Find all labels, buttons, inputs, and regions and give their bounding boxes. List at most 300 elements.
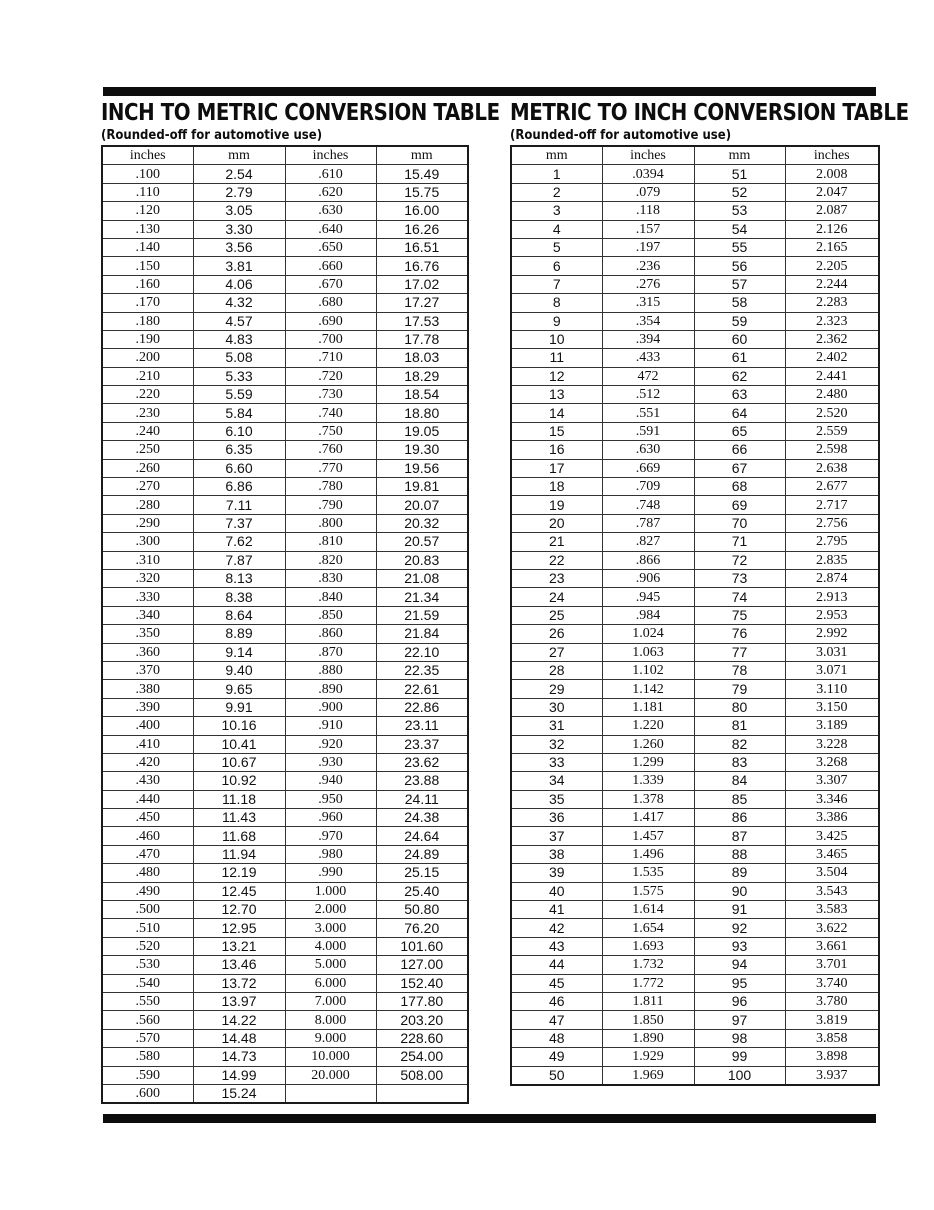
inches-cell: 6.000 xyxy=(285,974,376,992)
mm-cell: 28 xyxy=(511,661,602,679)
inches-cell: 8.000 xyxy=(285,1011,376,1029)
inch-to-metric-title: INCH TO METRIC CONVERSION TABLE xyxy=(101,100,500,126)
inches-cell: .709 xyxy=(602,478,694,496)
table-row xyxy=(511,202,879,220)
table-row xyxy=(102,882,468,900)
column-header: inches xyxy=(102,146,193,165)
inches-cell: .118 xyxy=(602,202,694,220)
table-row xyxy=(511,441,879,459)
inches-cell: 5.000 xyxy=(285,956,376,974)
table-row xyxy=(102,441,468,459)
mm-cell: 254.00 xyxy=(376,1048,468,1066)
inches-cell: 3.543 xyxy=(785,882,879,900)
inches-cell: .800 xyxy=(285,514,376,532)
table-header-row xyxy=(511,146,879,165)
mm-cell: 5.59 xyxy=(193,386,285,404)
inches-cell: .890 xyxy=(285,680,376,698)
inches-cell: 2.874 xyxy=(785,569,879,587)
mm-cell: 15 xyxy=(511,422,602,440)
inches-cell: 1.220 xyxy=(602,717,694,735)
table-row xyxy=(102,551,468,569)
inches-cell: 3.819 xyxy=(785,1011,879,1029)
mm-cell: 76.20 xyxy=(376,919,468,937)
mm-cell: 19.56 xyxy=(376,459,468,477)
mm-cell: 92 xyxy=(694,919,785,937)
mm-cell: 19 xyxy=(511,496,602,514)
table-row xyxy=(511,606,879,624)
inches-cell: .315 xyxy=(602,294,694,312)
inches-cell: 3.150 xyxy=(785,698,879,716)
inches-cell: 2.559 xyxy=(785,422,879,440)
mm-cell: 17.27 xyxy=(376,294,468,312)
table-row xyxy=(511,772,879,790)
mm-cell: 18.03 xyxy=(376,349,468,367)
inches-cell: .240 xyxy=(102,422,193,440)
inches-cell: .230 xyxy=(102,404,193,422)
mm-cell: 15.49 xyxy=(376,165,468,183)
mm-cell: 5.33 xyxy=(193,367,285,385)
inches-cell: 3.189 xyxy=(785,717,879,735)
mm-cell: 82 xyxy=(694,735,785,753)
inches-cell: .730 xyxy=(285,386,376,404)
inches-cell: .860 xyxy=(285,625,376,643)
mm-cell: 32 xyxy=(511,735,602,753)
table-header-row xyxy=(102,146,468,165)
mm-cell: 19.30 xyxy=(376,441,468,459)
mm-cell: 18 xyxy=(511,478,602,496)
table-row xyxy=(511,625,879,643)
table-row xyxy=(102,422,468,440)
table-row xyxy=(511,864,879,882)
inches-cell: .820 xyxy=(285,551,376,569)
inches-cell: .750 xyxy=(285,422,376,440)
inches-cell: 3.504 xyxy=(785,864,879,882)
mm-cell: 14 xyxy=(511,404,602,422)
mm-cell: 70 xyxy=(694,514,785,532)
column-header: inches xyxy=(602,146,694,165)
mm-cell: 15.75 xyxy=(376,183,468,201)
table-row xyxy=(511,312,879,330)
inches-cell: .197 xyxy=(602,238,694,256)
mm-cell: 13.97 xyxy=(193,992,285,1010)
table-row xyxy=(102,478,468,496)
mm-cell: 16.26 xyxy=(376,220,468,238)
mm-cell: 65 xyxy=(694,422,785,440)
table-row xyxy=(511,845,879,863)
inches-cell: .740 xyxy=(285,404,376,422)
column-header: mm xyxy=(694,146,785,165)
table-row xyxy=(511,1011,879,1029)
table-row xyxy=(511,514,879,532)
inches-cell: .276 xyxy=(602,275,694,293)
inches-cell: .650 xyxy=(285,238,376,256)
inches-cell: .960 xyxy=(285,809,376,827)
table-row xyxy=(511,257,879,275)
mm-cell: 7.37 xyxy=(193,514,285,532)
mm-cell: 21.34 xyxy=(376,588,468,606)
table-row xyxy=(102,514,468,532)
top-rule xyxy=(103,87,876,96)
table-row xyxy=(511,386,879,404)
mm-cell: 21.59 xyxy=(376,606,468,624)
inches-cell: 3.465 xyxy=(785,845,879,863)
mm-cell: 38 xyxy=(511,845,602,863)
inches-cell: .580 xyxy=(102,1048,193,1066)
table-row xyxy=(511,882,879,900)
inches-cell: 3.740 xyxy=(785,974,879,992)
mm-cell: 25 xyxy=(511,606,602,624)
inches-cell: .180 xyxy=(102,312,193,330)
mm-cell: 99 xyxy=(694,1048,785,1066)
mm-cell: 11.94 xyxy=(193,845,285,863)
inches-cell: 20.000 xyxy=(285,1066,376,1084)
mm-cell: 36 xyxy=(511,809,602,827)
mm-cell: 52 xyxy=(694,183,785,201)
inches-cell: 2.000 xyxy=(285,901,376,919)
mm-cell: 42 xyxy=(511,919,602,937)
inches-cell: 7.000 xyxy=(285,992,376,1010)
mm-cell: 76 xyxy=(694,625,785,643)
table-row xyxy=(511,238,879,256)
inches-cell: 3.425 xyxy=(785,827,879,845)
table-row xyxy=(102,753,468,771)
inches-cell: .748 xyxy=(602,496,694,514)
mm-cell: 39 xyxy=(511,864,602,882)
table-row xyxy=(102,717,468,735)
table-row xyxy=(511,183,879,201)
table-row xyxy=(511,643,879,661)
mm-cell: 25.15 xyxy=(376,864,468,882)
table-row xyxy=(511,1048,879,1066)
table-row xyxy=(511,753,879,771)
inches-cell: .870 xyxy=(285,643,376,661)
inches-cell: 1.378 xyxy=(602,790,694,808)
inches-cell: 1.693 xyxy=(602,937,694,955)
mm-cell: 87 xyxy=(694,827,785,845)
mm-cell: 10 xyxy=(511,330,602,348)
mm-cell: 67 xyxy=(694,459,785,477)
mm-cell: 6.10 xyxy=(193,422,285,440)
inches-cell: .160 xyxy=(102,275,193,293)
mm-cell: 24 xyxy=(511,588,602,606)
inches-cell: 1.063 xyxy=(602,643,694,661)
table-row xyxy=(102,864,468,882)
mm-cell: 80 xyxy=(694,698,785,716)
table-row xyxy=(102,257,468,275)
inch-to-metric-subtitle: (Rounded-off for automotive use) xyxy=(101,128,323,143)
mm-cell: 3.30 xyxy=(193,220,285,238)
inches-cell: .520 xyxy=(102,937,193,955)
inches-cell: .500 xyxy=(102,901,193,919)
column-header: mm xyxy=(193,146,285,165)
table-row xyxy=(102,992,468,1010)
inches-cell: 2.323 xyxy=(785,312,879,330)
table-row xyxy=(102,1084,468,1103)
table-row xyxy=(102,827,468,845)
table-row xyxy=(102,569,468,587)
inches-cell: .530 xyxy=(102,956,193,974)
inches-cell: .290 xyxy=(102,514,193,532)
mm-cell: 22.35 xyxy=(376,661,468,679)
mm-cell: 60 xyxy=(694,330,785,348)
inches-cell: 3.780 xyxy=(785,992,879,1010)
inch-to-metric-table xyxy=(101,145,469,1104)
table-row xyxy=(511,919,879,937)
mm-cell: 71 xyxy=(694,533,785,551)
inches-cell: 3.622 xyxy=(785,919,879,937)
inches-cell: .394 xyxy=(602,330,694,348)
mm-cell: 61 xyxy=(694,349,785,367)
inches-cell: .150 xyxy=(102,257,193,275)
inches-cell: 2.756 xyxy=(785,514,879,532)
inches-cell: .380 xyxy=(102,680,193,698)
mm-cell: 15.24 xyxy=(193,1084,285,1103)
mm-cell: 77 xyxy=(694,643,785,661)
mm-cell: 22.10 xyxy=(376,643,468,661)
inches-cell: 2.402 xyxy=(785,349,879,367)
mm-cell: 17.53 xyxy=(376,312,468,330)
inches-cell: 3.701 xyxy=(785,956,879,974)
inches-cell: .827 xyxy=(602,533,694,551)
mm-cell: 57 xyxy=(694,275,785,293)
mm-cell: 13.46 xyxy=(193,956,285,974)
column-header: inches xyxy=(785,146,879,165)
mm-cell: 86 xyxy=(694,809,785,827)
mm-cell: 7.62 xyxy=(193,533,285,551)
inches-cell: .620 xyxy=(285,183,376,201)
inches-cell: 1.000 xyxy=(285,882,376,900)
inches-cell: .900 xyxy=(285,698,376,716)
inches-cell: 3.110 xyxy=(785,680,879,698)
inches-cell: 1.024 xyxy=(602,625,694,643)
inches-cell: .410 xyxy=(102,735,193,753)
mm-cell: 18.29 xyxy=(376,367,468,385)
table-row xyxy=(511,330,879,348)
inches-cell: .680 xyxy=(285,294,376,312)
mm-cell: 5 xyxy=(511,238,602,256)
inches-cell: 1.299 xyxy=(602,753,694,771)
mm-cell: 14.99 xyxy=(193,1066,285,1084)
inches-cell: .420 xyxy=(102,753,193,771)
inches-cell: 2.126 xyxy=(785,220,879,238)
table-row xyxy=(102,404,468,422)
table-row xyxy=(511,551,879,569)
inches-cell: 1.260 xyxy=(602,735,694,753)
mm-cell: 68 xyxy=(694,478,785,496)
table-row xyxy=(511,809,879,827)
mm-cell: 91 xyxy=(694,901,785,919)
inches-cell: 3.346 xyxy=(785,790,879,808)
mm-cell: 14.73 xyxy=(193,1048,285,1066)
mm-cell: 16 xyxy=(511,441,602,459)
inches-cell: .787 xyxy=(602,514,694,532)
inches-cell: 2.598 xyxy=(785,441,879,459)
table-row xyxy=(102,698,468,716)
table-row xyxy=(102,533,468,551)
table-row xyxy=(511,1066,879,1085)
mm-cell: 30 xyxy=(511,698,602,716)
inches-cell: 2.795 xyxy=(785,533,879,551)
inches-cell: .790 xyxy=(285,496,376,514)
table-row xyxy=(102,625,468,643)
inches-cell: 1.575 xyxy=(602,882,694,900)
inches-cell: 2.717 xyxy=(785,496,879,514)
inches-cell: 2.047 xyxy=(785,183,879,201)
mm-cell: 24.64 xyxy=(376,827,468,845)
inches-cell: 2.638 xyxy=(785,459,879,477)
table-row xyxy=(511,422,879,440)
inches-cell: .940 xyxy=(285,772,376,790)
mm-cell: 18.54 xyxy=(376,386,468,404)
mm-cell: 3 xyxy=(511,202,602,220)
mm-cell: 50.80 xyxy=(376,901,468,919)
table-row xyxy=(511,275,879,293)
inches-cell: .210 xyxy=(102,367,193,385)
mm-cell: 88 xyxy=(694,845,785,863)
mm-cell: 9.65 xyxy=(193,680,285,698)
inches-cell: .220 xyxy=(102,386,193,404)
inches-cell: 3.228 xyxy=(785,735,879,753)
table-row xyxy=(511,165,879,183)
mm-cell: 17.02 xyxy=(376,275,468,293)
table-row xyxy=(511,937,879,955)
table-row xyxy=(102,790,468,808)
mm-cell: 9 xyxy=(511,312,602,330)
mm-cell: 16.00 xyxy=(376,202,468,220)
column-header: mm xyxy=(511,146,602,165)
inches-cell: .850 xyxy=(285,606,376,624)
inches-cell: 2.165 xyxy=(785,238,879,256)
inches-cell: 1.181 xyxy=(602,698,694,716)
mm-cell: 23.88 xyxy=(376,772,468,790)
mm-cell: 4.06 xyxy=(193,275,285,293)
inches-cell: .480 xyxy=(102,864,193,882)
mm-cell: 33 xyxy=(511,753,602,771)
table-row xyxy=(511,680,879,698)
mm-cell: 14.48 xyxy=(193,1029,285,1047)
mm-cell: 59 xyxy=(694,312,785,330)
mm-cell: 24.11 xyxy=(376,790,468,808)
inches-cell: 1.811 xyxy=(602,992,694,1010)
inches-cell: .780 xyxy=(285,478,376,496)
inches-cell: 3.661 xyxy=(785,937,879,955)
inches-cell: .512 xyxy=(602,386,694,404)
mm-cell: 58 xyxy=(694,294,785,312)
mm-cell: 7.11 xyxy=(193,496,285,514)
inches-cell: .670 xyxy=(285,275,376,293)
mm-cell: 6.35 xyxy=(193,441,285,459)
mm-cell: 4.32 xyxy=(193,294,285,312)
mm-cell: 50 xyxy=(511,1066,602,1085)
inches-cell: .760 xyxy=(285,441,376,459)
table-row xyxy=(102,845,468,863)
inches-cell: 3.307 xyxy=(785,772,879,790)
mm-cell: 228.60 xyxy=(376,1029,468,1047)
table-row xyxy=(511,569,879,587)
mm-cell: 14.22 xyxy=(193,1011,285,1029)
mm-cell: 43 xyxy=(511,937,602,955)
mm-cell: 34 xyxy=(511,772,602,790)
mm-cell: 177.80 xyxy=(376,992,468,1010)
mm-cell: 64 xyxy=(694,404,785,422)
mm-cell: 85 xyxy=(694,790,785,808)
inches-cell: .450 xyxy=(102,809,193,827)
mm-cell: 16.51 xyxy=(376,238,468,256)
inches-cell: .984 xyxy=(602,606,694,624)
table-row xyxy=(102,643,468,661)
inches-cell: 3.858 xyxy=(785,1029,879,1047)
mm-cell: 10.67 xyxy=(193,753,285,771)
inches-cell: 10.000 xyxy=(285,1048,376,1066)
mm-cell: 49 xyxy=(511,1048,602,1066)
mm-cell: 23.11 xyxy=(376,717,468,735)
mm-cell: 19.05 xyxy=(376,422,468,440)
mm-cell: 24.38 xyxy=(376,809,468,827)
mm-cell: 48 xyxy=(511,1029,602,1047)
inches-cell: .340 xyxy=(102,606,193,624)
inches-cell: .140 xyxy=(102,238,193,256)
table-row xyxy=(511,717,879,735)
inches-cell: 2.008 xyxy=(785,165,879,183)
mm-cell: 18.80 xyxy=(376,404,468,422)
mm-cell: 12 xyxy=(511,367,602,385)
table-row xyxy=(102,1029,468,1047)
mm-cell: 66 xyxy=(694,441,785,459)
inches-cell: 1.654 xyxy=(602,919,694,937)
mm-cell: 10.92 xyxy=(193,772,285,790)
bottom-rule xyxy=(103,1114,876,1123)
inches-cell: .200 xyxy=(102,349,193,367)
mm-cell: 101.60 xyxy=(376,937,468,955)
inches-cell: 3.937 xyxy=(785,1066,879,1085)
inches-cell: .591 xyxy=(602,422,694,440)
inches-cell: .640 xyxy=(285,220,376,238)
mm-cell: 2 xyxy=(511,183,602,201)
mm-cell: 73 xyxy=(694,569,785,587)
inches-cell: 1.772 xyxy=(602,974,694,992)
table-row xyxy=(511,404,879,422)
inches-cell: 1.535 xyxy=(602,864,694,882)
mm-cell: 81 xyxy=(694,717,785,735)
mm-cell: 35 xyxy=(511,790,602,808)
table-row xyxy=(102,588,468,606)
inches-cell: .120 xyxy=(102,202,193,220)
mm-cell: 127.00 xyxy=(376,956,468,974)
mm-cell xyxy=(376,1084,468,1103)
inches-cell: 2.835 xyxy=(785,551,879,569)
mm-cell: 4.57 xyxy=(193,312,285,330)
table-row xyxy=(102,496,468,514)
mm-cell: 20.32 xyxy=(376,514,468,532)
inches-cell: .190 xyxy=(102,330,193,348)
inches-cell: 1.102 xyxy=(602,661,694,679)
table-row xyxy=(511,367,879,385)
inches-cell: .810 xyxy=(285,533,376,551)
mm-cell: 75 xyxy=(694,606,785,624)
mm-cell: 4.83 xyxy=(193,330,285,348)
mm-cell: 12.19 xyxy=(193,864,285,882)
mm-cell: 3.05 xyxy=(193,202,285,220)
table-row xyxy=(511,496,879,514)
inches-cell: .100 xyxy=(102,165,193,183)
inches-cell: 3.898 xyxy=(785,1048,879,1066)
inches-cell: .310 xyxy=(102,551,193,569)
mm-cell: 13.21 xyxy=(193,937,285,955)
inches-cell: 1.457 xyxy=(602,827,694,845)
inches-cell: .370 xyxy=(102,661,193,679)
table-row xyxy=(102,956,468,974)
mm-cell: 37 xyxy=(511,827,602,845)
